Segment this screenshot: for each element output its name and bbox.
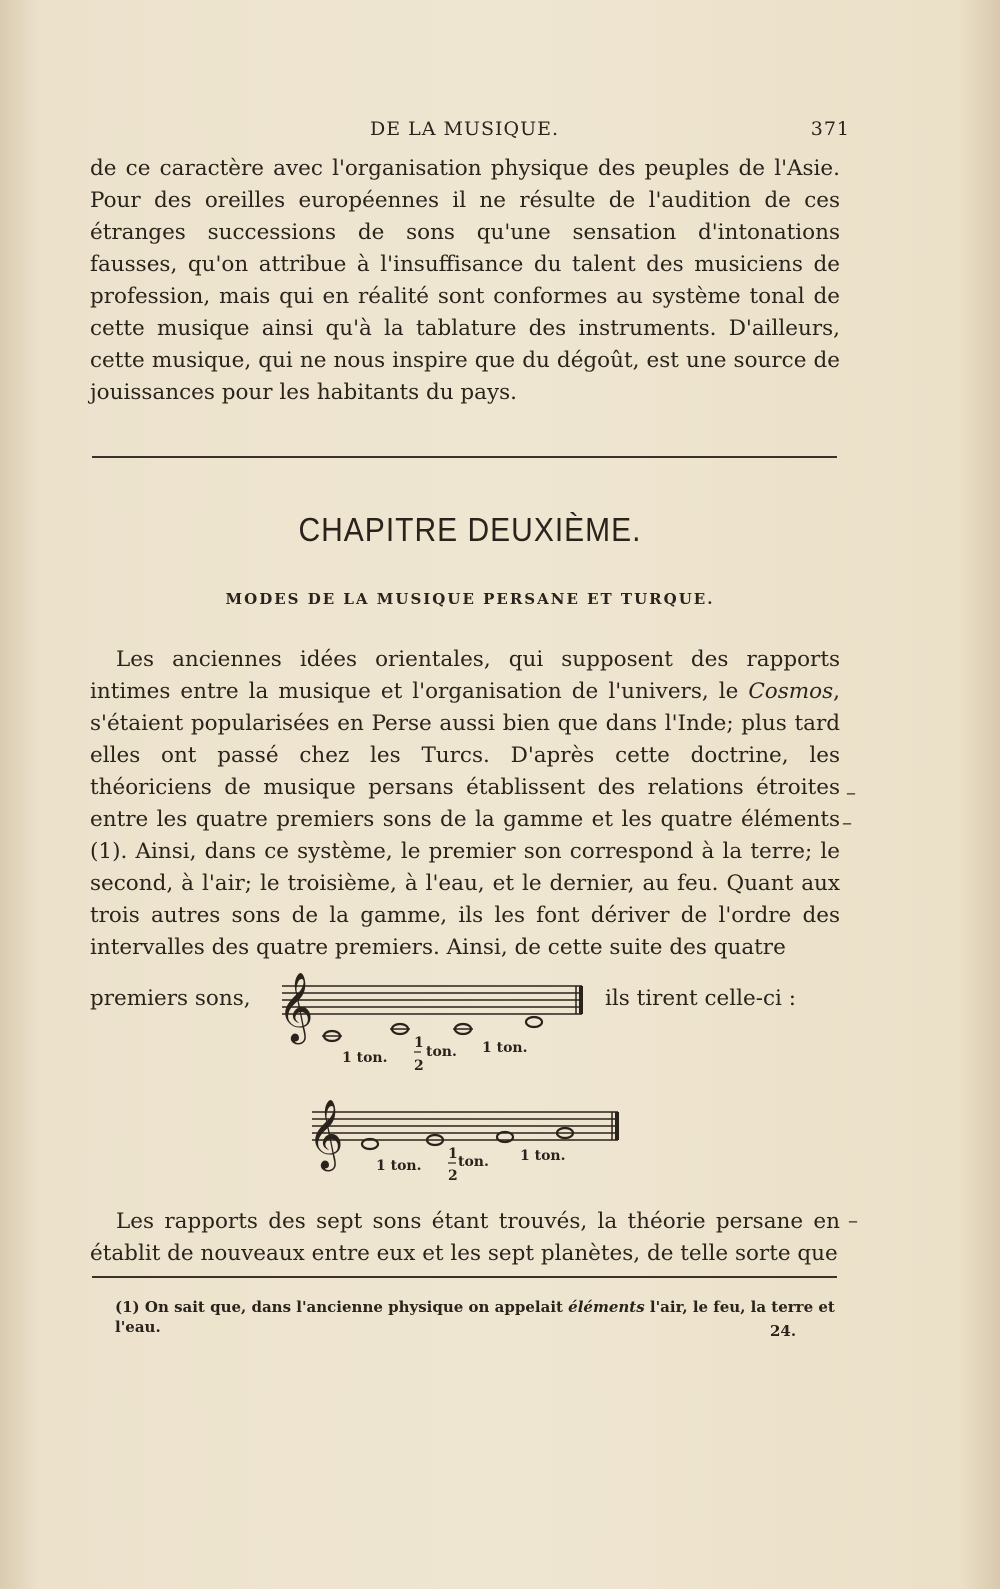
margin-mark: –	[848, 1208, 858, 1232]
italic-term: Cosmos	[748, 679, 834, 704]
paragraph-continued	[90, 153, 840, 409]
interval-fraction-denominator: 2	[448, 1168, 458, 1184]
chapter-rule-top	[92, 456, 837, 458]
chapter-title: CHAPITRE DEUXIÈME.	[298, 511, 642, 549]
running-title: DE LA MUSIQUE.	[370, 118, 560, 140]
paragraph-chapter-intro	[90, 644, 840, 964]
treble-clef-icon: 𝄞	[308, 1099, 344, 1169]
footnote-italic-term: éléments	[568, 1298, 645, 1316]
paragraph-text	[90, 644, 840, 964]
paragraph-text-part: , s'étaient popularisées en Perse aussi bien que dans l'Inde; plus tard elles ont passé chez les Turcs. D'après cette doctrine, les théoriciens de musique persans établissent des relations étroites entre les quatre premiers sons de la gamme et les quatre éléments (1). Ainsi, dans ce système, le premier son correspond à la terre; le second, à l'air; le troisième, à l'eau, et le dernier, au feu. Quant aux trois autres sons de la gamme, ils les font dériver de l'ordre des intervalles des quatre premiers. Ainsi, de cette suite des quatre	[90, 679, 840, 960]
paragraph-text: Les rapports des sept sons étant trouvés, la théorie persane en établit de nouveaux entre eux et les sept planètes, de telle sorte que	[90, 1209, 840, 1266]
music-staff-second	[300, 1092, 630, 1192]
interval-label: 1 ton.	[520, 1148, 566, 1164]
footnote-rule	[92, 1276, 837, 1278]
margin-mark: –	[846, 780, 856, 804]
chapter-subtitle: MODES DE LA MUSIQUE PERSANE ET TURQUE.	[225, 590, 715, 608]
footnote-marker: (1)	[115, 1298, 140, 1316]
whole-note	[526, 1017, 542, 1027]
footnote	[115, 1297, 845, 1337]
page-number: 371	[810, 118, 850, 140]
treble-clef-icon: 𝄞	[278, 972, 314, 1042]
interval-fraction-numerator: 1	[414, 1035, 424, 1051]
paragraph-text: de ce caractère avec l'organisation physique des peuples de l'Asie. Pour des oreilles européennes il ne résulte de l'audition de ces étranges successions de sons qu'une sensation d'intonations fausses, qu'on attribue à l'insuffisance du talent des musiciens de profession, mais qui en réalité sont conformes au système tonal de cette musique ainsi qu'à la tablature des instruments. D'ailleurs, cette musique, qui ne nous inspire que du dégoût, est une source de jouissances pour les habitants du pays.	[90, 156, 840, 405]
interval-fraction-denominator: 2	[414, 1058, 424, 1072]
footnote-text-part: l'air, le feu, la terre et l'eau.	[115, 1298, 835, 1336]
interval-fraction-numerator: 1	[448, 1146, 458, 1162]
margin-mark: –	[842, 810, 852, 834]
music-staff-first	[270, 972, 600, 1072]
paragraph-after-music	[90, 1206, 840, 1270]
interval-label: 1 ton.	[342, 1050, 388, 1066]
music-trail-text: ils tirent celle-ci :	[605, 986, 796, 1011]
footnote-text-part: On sait que, dans l'ancienne physique on appelait	[144, 1298, 569, 1316]
interval-label: 1 ton.	[376, 1158, 422, 1174]
interval-label: 1 ton.	[482, 1040, 528, 1056]
music-lead-text: premiers sons,	[90, 986, 251, 1011]
paragraph-text-part: Les anciennes idées orientales, qui supposent des rapports intimes entre la musique et l'organisation de l'univers, le	[90, 647, 840, 704]
interval-label: ton.	[458, 1154, 489, 1170]
signature-mark: 24.	[770, 1322, 797, 1340]
interval-label: ton.	[426, 1044, 457, 1060]
